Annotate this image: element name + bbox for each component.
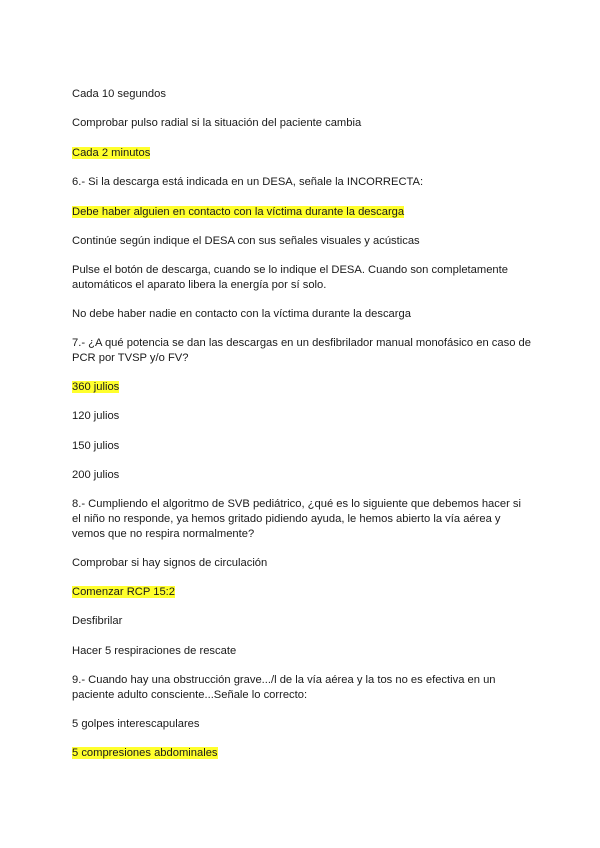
paragraph: [72, 263, 532, 293]
paragraph: [72, 439, 532, 454]
paragraph: [72, 717, 532, 732]
question-8: [72, 497, 532, 542]
paragraph-text: 6.- Si la descarga está indicada en un DESA, señale la INCORRECTA:: [72, 176, 424, 188]
paragraph-text: 120 julios: [72, 410, 120, 422]
question-6: [72, 175, 532, 190]
paragraph: [72, 116, 532, 131]
paragraph-text: Continúe según indique el DESA con sus señales visuales y acústicas: [72, 235, 420, 247]
paragraph: [72, 307, 532, 322]
paragraph-text: Comprobar pulso radial si la situación del paciente cambia: [72, 117, 362, 129]
paragraph-text: Hacer 5 respiraciones de rescate: [72, 645, 237, 657]
paragraph-text: Pulse el botón de descarga, cuando se lo indique el DESA. Cuando son completamente automáticos el aparato libera la energía por sí solo.: [72, 264, 508, 291]
question-9: [72, 673, 532, 703]
paragraph-text: Desfibrilar: [72, 615, 123, 627]
highlighted-answer: [72, 585, 532, 600]
paragraph-text: 9.- Cuando hay una obstrucción grave.../l de la vía aérea y la tos no es efectiva en un paciente adulto consciente...Señale lo correcto:: [72, 674, 496, 701]
paragraph-text: 8.- Cumpliendo el algoritmo de SVB pediátrico, ¿qué es lo siguiente que debemos hacer si el niño no responde, ya hemos gritado pidiendo ayuda, le hemos abierto la vía aérea y vemos que no respira normalmente?: [72, 498, 521, 540]
paragraph-text: 150 julios: [72, 440, 120, 452]
highlighted-answer: [72, 746, 532, 761]
paragraph: [72, 409, 532, 424]
paragraph-text: 5 compresiones abdominales: [72, 747, 218, 759]
paragraph-text: No debe haber nadie en contacto con la víctima durante la descarga: [72, 308, 411, 320]
question-7: [72, 336, 532, 366]
paragraph-text: Cada 10 segundos: [72, 88, 166, 100]
paragraph: [72, 614, 532, 629]
paragraph: [72, 644, 532, 659]
paragraph: [72, 556, 532, 571]
paragraph: [72, 87, 532, 102]
paragraph-text: 200 julios: [72, 469, 120, 481]
paragraph-text: 7.- ¿A qué potencia se dan las descargas en un desfibrilador manual monofásico en caso de PCR por TVSP y/o FV?: [72, 337, 531, 364]
paragraph: [72, 234, 532, 249]
paragraph-text: Comenzar RCP 15:2: [72, 586, 176, 598]
highlighted-answer: [72, 380, 532, 395]
highlighted-answer: [72, 146, 532, 161]
paragraph-text: 360 julios: [72, 381, 120, 393]
paragraph-text: Debe haber alguien en contacto con la víctima durante la descarga: [72, 206, 405, 218]
paragraph-text: 5 golpes interescapulares: [72, 718, 200, 730]
paragraph: [72, 468, 532, 483]
paragraph-text: Cada 2 minutos: [72, 147, 151, 159]
paragraph-text: Comprobar si hay signos de circulación: [72, 557, 268, 569]
highlighted-answer: [72, 205, 532, 220]
